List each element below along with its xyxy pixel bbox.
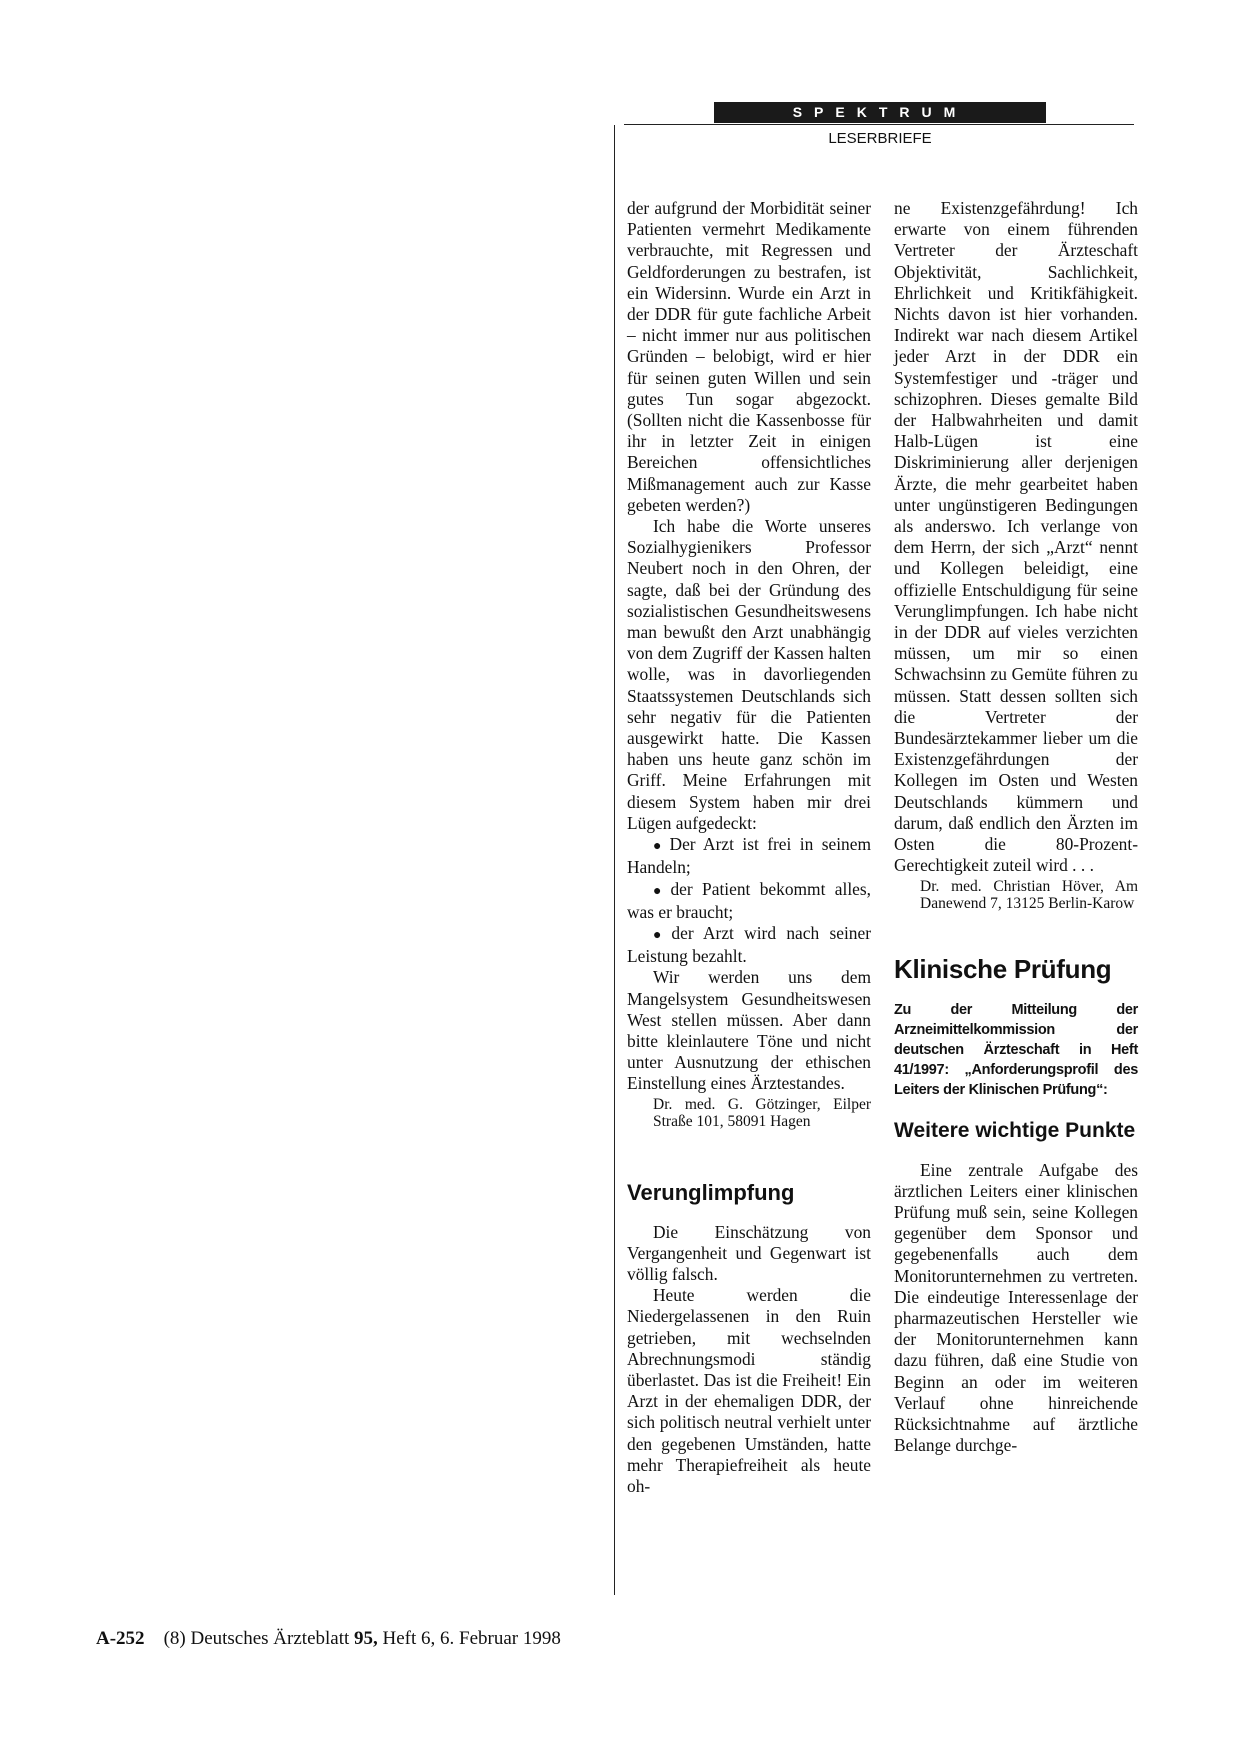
bullet-item: ● der Arzt wird nach seiner Leistung bezahlt. <box>627 923 871 967</box>
issue-date: Heft 6, 6. Februar 1998 <box>382 1628 561 1649</box>
paragraph: Ich habe die Worte unseres Sozialhygienikers Professor Neubert noch in den Ohren, der sagte, daß bei der Gründung des sozialistischen Gesundheitswesens man bewußt den Arzt unabhängig von dem Zugriff der Kassen halten wolle, was in davorliegenden Staatssystemen Deutschlands sich sehr negativ für die Patienten ausgewirkt hatte. Die Kassen haben uns heute ganz schön im Griff. Meine Erfahrungen mit diesem System haben mir drei Lügen aufgedeckt: <box>627 516 871 833</box>
journal-ref: (8) Deutsches Ärzteblatt <box>163 1628 350 1649</box>
header-rule <box>624 124 1134 125</box>
letter-heading: Verunglimpfung <box>627 1179 795 1205</box>
paragraph: Wir werden uns dem Mangelsystem Gesundheitswesen West stellen müssen. Aber dann bitte kleinlautere Töne und nicht unter Ausnutzung der ethischen Einstellung eines Ärztestandes. <box>627 967 871 1094</box>
text-column-right <box>894 198 1138 1456</box>
column-divider <box>614 125 615 1595</box>
letter-heading: Weitere wichtige Punkte <box>894 1118 1136 1142</box>
paragraph: Die Einschätzung von Vergangenheit und Gegenwart ist völlig falsch. <box>627 1221 871 1284</box>
bullet-item: ● der Patient bekommt alles, was er braucht; <box>627 879 871 923</box>
paragraph: Heute werden die Niedergelassenen in den Ruin getrieben, mit wechselnden Abrechnungsmodi ständig überlastet. Das ist die Freiheit! Ein Arzt in der ehemaligen DDR, der sich politisch neutral verhielt unter den gegebenen Umständen, hatte mehr Therapiefreiheit als heute oh- <box>627 1285 871 1496</box>
text-column-left <box>627 198 871 1497</box>
page-footer <box>96 1628 561 1650</box>
volume-number: 95, <box>354 1628 378 1649</box>
section-title: SPEKTRUM <box>792 104 968 120</box>
bullet-item: ● Der Arzt ist frei in seinem Handeln; <box>627 834 871 878</box>
letter-signature: Dr. med. G. Götzinger, Eilper Straße 101, 58091 Hagen <box>653 1095 871 1130</box>
paragraph: Eine zentrale Aufgabe des ärztlichen Leiters einer klinischen Prüfung muß sein, seine Kollegen gegenüber dem Sponsor und gegebenenfalls auch dem Monitorunternehmen zu vertreten. Die eindeutige Interessenlage der pharmazeutischen Hersteller wie der Monitorunternehmen kann dazu führen, daß eine Studie von Beginn an oder im weiteren Verlauf ohne hinreichende Rücksichtnahme auf ärztliche Belange durchge- <box>894 1159 1138 1456</box>
subsection-title: LESERBRIEFE <box>828 130 932 147</box>
paragraph: der aufgrund der Morbidität seiner Patienten vermehrt Medikamente verbrauchte, mit Regressen und Geldforderungen zu bestrafen, ist ein Widersinn. Wurde ein Arzt in der DDR für gute fachliche Arbeit – nicht immer nur aus politischen Gründen – belobigt, wird er hier für seinen guten Willen und sein gutes Tun sogar abgezockt. (Sollten nicht die Kassenbosse für ihr in letzter Zeit in einigen Bereichen offensichtliches Mißmanagement auch zur Kasse gebeten werden?) <box>627 198 871 515</box>
paragraph: ne Existenzgefährdung! Ich erwarte von einem führenden Vertreter der Ärzteschaft Objektivität, Sachlichkeit, Ehrlichkeit und Kritikfähigkeit. Nichts davon ist hier vorhanden. Indirekt war nach diesem Artikel jeder Arzt in der DDR ein Systemfestiger und -träger und schizophren. Dieses gemalte Bild der Halbwahrheiten und damit Halb-Lügen ist eine Diskriminierung aller derjenigen Ärzte, die mehr gearbeitet haben unter ungünstigeren Bedingungen als anderswo. Ich verlange von dem Herrn, der sich „Arzt“ nennt und Kollegen beleidigt, eine offizielle Entschuldigung für seine Verunglimpfungen. Ich habe nicht in der DDR auf vieles verzichten müssen, um mir so einen Schwachsinn zu Gemüte führen zu müssen. Statt dessen sollten sich die Vertreter der Bundesärztekammer lieber um die Existenzgefährdungen der Kollegen im Osten und Westen Deutschlands kümmern und darum, daß endlich den Ärzten im Osten die 80-Prozent-Gerechtigkeit zuteil wird . . . <box>894 198 1138 876</box>
section-header-bar <box>714 102 1046 123</box>
letter-intro: Zu der Mitteilung der Arzneimittelkommission der deutschen Ärzteschaft in Heft 41/1997: „Anforderungsprofil des Leiters der Klinischen Prüfung“: <box>894 1001 1138 1098</box>
page-number: A-252 <box>96 1628 145 1649</box>
section-heading: Klinische Prüfung <box>894 953 1112 984</box>
letter-signature: Dr. med. Christian Höver, Am Danewend 7, 13125 Berlin-Karow <box>920 877 1138 912</box>
